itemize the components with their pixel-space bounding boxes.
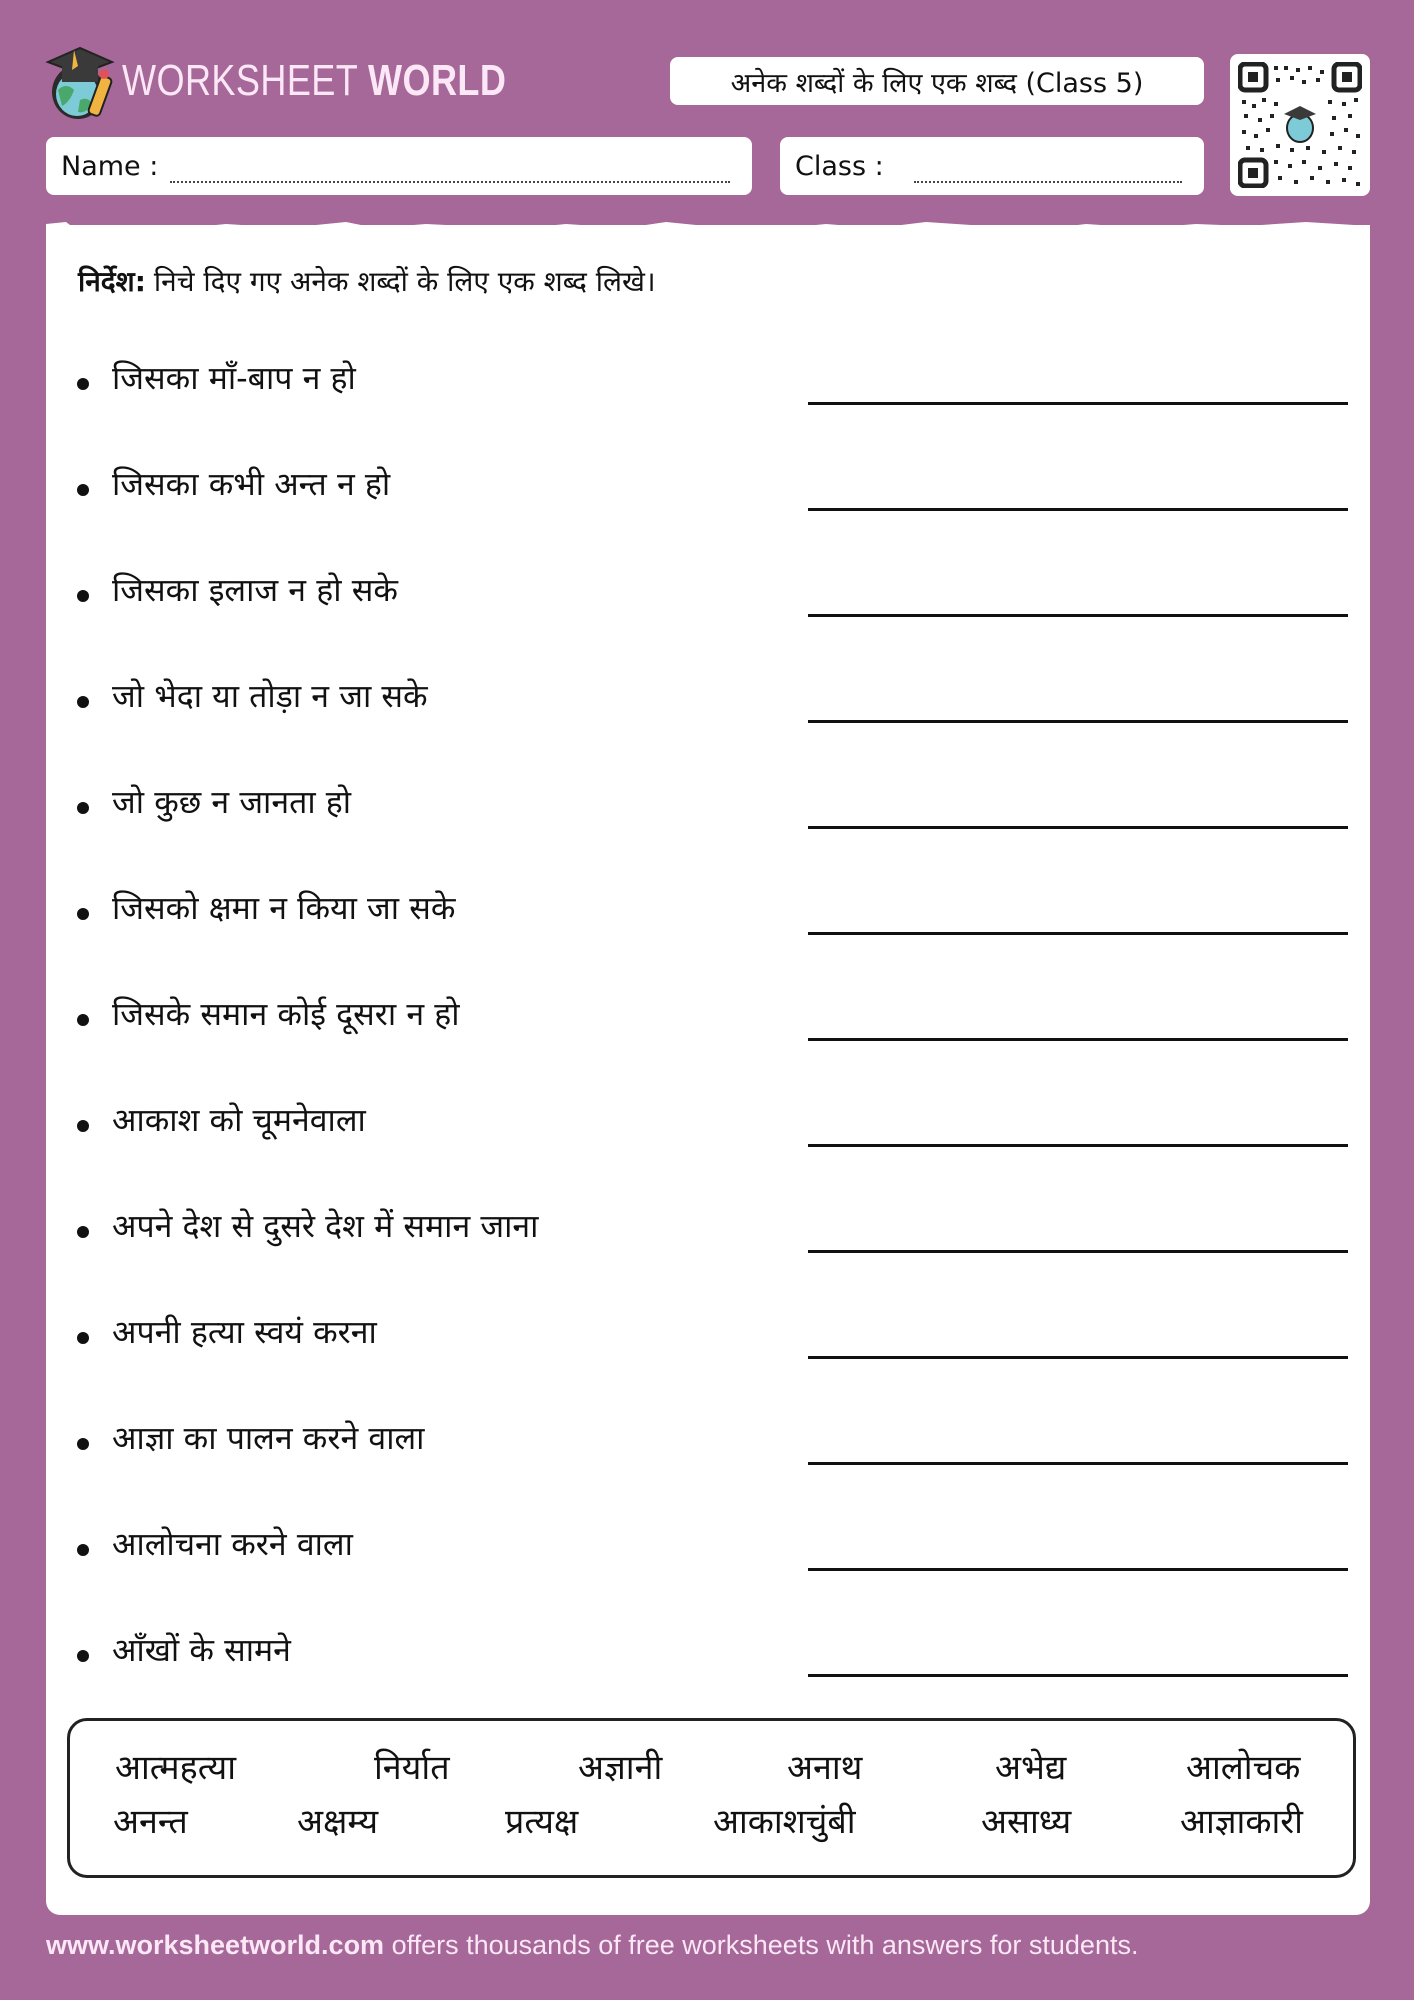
footer-text: offers thousands of free worksheets with answers for students. (384, 1930, 1139, 1960)
name-label: Name : (61, 150, 159, 182)
word-bank-item: अनाथ (787, 1748, 863, 1788)
torn-paper-edge (46, 214, 1370, 244)
word-bank-item: आत्महत्या (115, 1748, 237, 1788)
answer-line[interactable] (808, 1568, 1348, 1571)
word-bank-item: अक्षम्य (297, 1802, 379, 1842)
question-text: जिसका इलाज न हो सके (112, 571, 398, 609)
class-input-line[interactable] (914, 161, 1182, 183)
bullet-icon (77, 590, 89, 602)
bullet-icon (77, 1014, 89, 1026)
brand-logo (44, 40, 591, 122)
question-row (0, 780, 1414, 840)
instructions (78, 262, 656, 300)
question-text: आकाश को चूमनेवाला (112, 1101, 366, 1139)
answer-line[interactable] (808, 720, 1348, 723)
word-bank-item: अनन्त (113, 1802, 188, 1842)
word-bank-item: प्रत्यक्ष (505, 1802, 579, 1842)
instructions-text: निचे दिए गए अनेक शब्दों के लिए एक शब्द लिखे। (153, 265, 656, 298)
question-row (0, 1522, 1414, 1582)
bullet-icon (77, 1226, 89, 1238)
question-row (0, 568, 1414, 628)
bullet-icon (77, 1438, 89, 1450)
question-row (0, 674, 1414, 734)
word-bank-item: आकाशचुंबी (713, 1802, 856, 1842)
brand-name (122, 56, 506, 106)
footer-site-link[interactable]: www.worksheetworld.com (46, 1930, 385, 1960)
word-bank-item: आज्ञाकारी (1180, 1802, 1303, 1842)
bullet-icon (77, 696, 89, 708)
bullet-icon (77, 1120, 89, 1132)
word-bank-item: अज्ञानी (578, 1748, 663, 1788)
footer (46, 1930, 1138, 1961)
worksheet-title (670, 57, 1204, 105)
answer-line[interactable] (808, 1038, 1348, 1041)
bullet-icon (77, 1650, 89, 1662)
bullet-icon (77, 802, 89, 814)
answer-line[interactable] (808, 1250, 1348, 1253)
brand-name-bold: WORLD (368, 56, 507, 105)
graduation-globe-icon (44, 40, 116, 122)
question-row (0, 1416, 1414, 1476)
question-text: जिसको क्षमा न किया जा सके (112, 889, 456, 927)
question-text: जिसका माँ-बाप न हो (112, 359, 356, 397)
class-field[interactable] (780, 137, 1204, 195)
answer-line[interactable] (808, 932, 1348, 935)
answer-line[interactable] (808, 1356, 1348, 1359)
bullet-icon (77, 378, 89, 390)
question-row (0, 1628, 1414, 1688)
instructions-label: निर्देश: (78, 265, 146, 298)
word-bank (67, 1718, 1356, 1878)
bullet-icon (77, 1332, 89, 1344)
question-row (0, 1310, 1414, 1370)
question-text: आँखों के सामने (112, 1631, 291, 1669)
bullet-icon (77, 1544, 89, 1556)
question-row (0, 992, 1414, 1052)
word-bank-item: असाध्य (981, 1802, 1072, 1842)
qr-code-icon (1238, 62, 1362, 188)
bullet-icon (77, 908, 89, 920)
word-bank-item: आलोचक (1186, 1748, 1301, 1788)
name-input-line[interactable] (170, 161, 730, 183)
question-text: आज्ञा का पालन करने वाला (112, 1419, 425, 1457)
question-row (0, 1204, 1414, 1264)
answer-line[interactable] (808, 1144, 1348, 1147)
qr-code[interactable] (1230, 54, 1370, 196)
question-text: अपनी हत्या स्वयं करना (112, 1313, 377, 1351)
answer-line[interactable] (808, 826, 1348, 829)
bullet-icon (77, 484, 89, 496)
word-bank-item: निर्यात (374, 1748, 450, 1788)
class-label: Class : (795, 150, 884, 182)
question-text: जिसका कभी अन्त न हो (112, 465, 391, 503)
answer-line[interactable] (808, 1674, 1348, 1677)
question-row (0, 356, 1414, 416)
question-text: जिसके समान कोई दूसरा न हो (112, 995, 460, 1033)
question-row (0, 886, 1414, 946)
question-text: आलोचना करने वाला (112, 1525, 353, 1563)
question-row (0, 462, 1414, 522)
answer-line[interactable] (808, 508, 1348, 511)
answer-line[interactable] (808, 614, 1348, 617)
word-bank-item: अभेद्य (995, 1748, 1067, 1788)
worksheet-title-text: अनेक शब्दों के लिए एक शब्द (Class 5) (730, 67, 1144, 99)
name-field[interactable] (46, 137, 752, 195)
brand-name-light: WORKSHEET (122, 56, 358, 105)
question-text: जो कुछ न जानता हो (112, 783, 352, 821)
question-row (0, 1098, 1414, 1158)
question-text: जो भेदा या तोड़ा न जा सके (112, 677, 428, 715)
answer-line[interactable] (808, 402, 1348, 405)
answer-line[interactable] (808, 1462, 1348, 1465)
question-text: अपने देश से दुसरे देश में समान जाना (112, 1207, 539, 1245)
